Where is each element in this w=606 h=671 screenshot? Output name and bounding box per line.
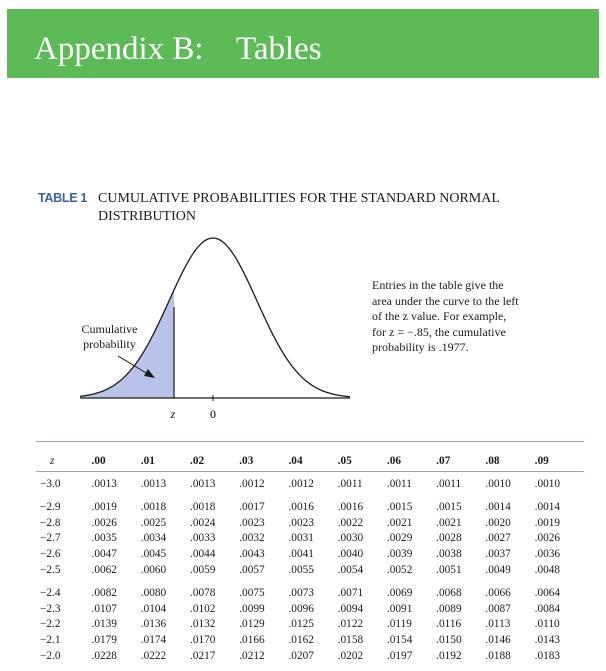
probability-cell: .0197 — [386, 649, 413, 662]
table-row — [36, 516, 584, 532]
header-col-03: .03 — [239, 455, 254, 467]
probability-cell: .0075 — [239, 586, 265, 599]
probability-cell: .0132 — [190, 618, 216, 631]
probability-cell: .0019 — [534, 516, 561, 529]
probability-cell: .0139 — [91, 618, 117, 631]
probability-cell: .0017 — [239, 500, 265, 513]
probability-cell: .0089 — [436, 602, 462, 615]
header-col-00: .00 — [91, 455, 106, 467]
header-col-08: .08 — [485, 455, 500, 467]
table-label: TABLE 1 — [38, 191, 88, 205]
probability-cell: .0045 — [140, 548, 167, 561]
probability-cell: .0057 — [239, 563, 265, 576]
probability-cell: .0018 — [190, 500, 216, 513]
probability-cell: .0013 — [190, 478, 216, 490]
probability-cell: .0064 — [534, 586, 561, 599]
probability-cell: .0060 — [140, 563, 167, 576]
table-top-rule — [36, 441, 584, 442]
probability-cell: .0084 — [534, 602, 561, 615]
probability-cell: .0188 — [485, 649, 511, 662]
probability-cell: .0010 — [534, 478, 561, 490]
probability-cell: .0023 — [288, 516, 314, 529]
probability-cell: .0037 — [485, 548, 511, 561]
normal-probability-table — [36, 452, 584, 665]
probability-cell: .0107 — [91, 602, 117, 615]
probability-cell: .0136 — [140, 618, 167, 631]
probability-cell: .0217 — [190, 649, 216, 662]
z-value-cell: −2.1 — [40, 634, 61, 647]
table-row — [36, 470, 584, 493]
probability-cell: .0040 — [337, 548, 364, 561]
probability-cell: .0174 — [140, 634, 167, 647]
z-value-cell: −3.0 — [40, 478, 61, 490]
probability-cell: .0033 — [190, 532, 216, 545]
probability-cell: .0043 — [239, 548, 265, 561]
probability-cell: .0036 — [534, 548, 561, 561]
probability-cell: .0102 — [190, 602, 216, 615]
probability-cell: .0162 — [288, 634, 314, 647]
probability-cell: .0044 — [190, 548, 216, 561]
probability-cell: .0025 — [140, 516, 167, 529]
table-note: Entries in the table give the area under the curve to the left of the z value. For example, for z = −.85, the cumulative probability is .1977. — [372, 278, 519, 354]
probability-cell: .0032 — [239, 532, 265, 545]
probability-cell: .0150 — [436, 634, 462, 647]
probability-cell: .0062 — [91, 563, 117, 576]
header-z: z — [50, 455, 55, 467]
probability-cell: .0179 — [91, 634, 117, 647]
probability-cell: .0010 — [485, 478, 511, 490]
probability-cell: .0183 — [534, 649, 561, 662]
probability-cell: .0087 — [485, 602, 511, 615]
table-row — [36, 617, 584, 633]
probability-cell: .0096 — [288, 602, 314, 615]
probability-cell: .0207 — [288, 649, 314, 662]
probability-cell: .0027 — [485, 532, 511, 545]
probability-cell: .0022 — [337, 516, 364, 529]
probability-cell: .0154 — [386, 634, 413, 647]
probability-cell: .0068 — [436, 586, 462, 599]
probability-cell: .0129 — [239, 618, 265, 631]
table-header-row — [36, 452, 584, 470]
header-col-06: .06 — [386, 455, 402, 467]
probability-cell: .0016 — [288, 500, 314, 513]
probability-cell: .0039 — [386, 548, 413, 561]
probability-cell: .0051 — [436, 563, 462, 576]
probability-cell: .0158 — [337, 634, 364, 647]
probability-cell: .0119 — [386, 618, 412, 631]
table-row — [36, 633, 584, 649]
table-caption: CUMULATIVE PROBABILITIES FOR THE STANDARD NORMAL DISTRIBUTION — [98, 191, 500, 224]
z-value-cell: −2.8 — [40, 516, 61, 529]
z-value-cell: −2.9 — [40, 500, 61, 513]
probability-cell: .0222 — [140, 649, 167, 662]
table-row — [36, 563, 584, 579]
probability-cell: .0192 — [436, 649, 462, 662]
probability-cell: .0016 — [337, 500, 364, 513]
probability-cell: .0078 — [190, 586, 216, 599]
probability-cell: .0015 — [436, 500, 462, 513]
probability-cell: .0028 — [436, 532, 462, 545]
header-col-02: .02 — [190, 455, 205, 467]
table-row — [36, 531, 584, 547]
probability-cell: .0011 — [386, 478, 412, 490]
probability-cell: .0071 — [337, 586, 364, 599]
probability-cell: .0011 — [436, 478, 462, 490]
probability-cell: .0059 — [190, 563, 216, 576]
probability-cell: .0012 — [239, 478, 265, 490]
table-row — [36, 579, 584, 602]
probability-cell: .0048 — [534, 563, 561, 576]
probability-cell: .0110 — [534, 618, 560, 631]
probability-cell: .0113 — [485, 618, 511, 631]
probability-cell: .0052 — [386, 563, 413, 576]
header-col-04: .04 — [288, 455, 303, 467]
z-value-cell: −2.7 — [40, 532, 61, 545]
probability-cell: .0066 — [485, 586, 511, 599]
probability-cell: .0146 — [485, 634, 511, 647]
probability-cell: .0030 — [337, 532, 364, 545]
table-row — [36, 602, 584, 618]
appendix-title: Appendix B: Tables — [34, 31, 322, 67]
probability-cell: .0099 — [239, 602, 265, 615]
probability-cell: .0094 — [337, 602, 364, 615]
probability-cell: .0014 — [485, 500, 511, 513]
probability-cell: .0082 — [91, 586, 117, 599]
probability-cell: .0038 — [436, 548, 462, 561]
probability-cell: .0021 — [386, 516, 413, 529]
probability-cell: .0013 — [91, 478, 117, 490]
header-col-09: .09 — [534, 455, 549, 467]
header-col-07: .07 — [436, 455, 451, 467]
z-value-cell: −2.4 — [40, 586, 61, 599]
probability-cell: .0055 — [288, 563, 314, 576]
probability-cell: .0024 — [190, 516, 216, 529]
probability-cell: .0073 — [288, 586, 314, 599]
probability-cell: .0029 — [386, 532, 413, 545]
probability-cell: .0170 — [190, 634, 216, 647]
probability-cell: .0228 — [91, 649, 117, 662]
probability-cell: .0023 — [239, 516, 265, 529]
probability-cell: .0019 — [91, 500, 117, 513]
probability-cell: .0018 — [140, 500, 167, 513]
probability-cell: .0013 — [140, 478, 167, 490]
header-col-01: .01 — [140, 455, 155, 467]
probability-cell: .0047 — [91, 548, 117, 561]
normal-curve — [80, 238, 350, 397]
table-row — [36, 649, 584, 665]
probability-cell: .0054 — [337, 563, 364, 576]
probability-cell: .0069 — [386, 586, 413, 599]
axis-zero-label: 0 — [210, 407, 216, 421]
z-value-cell: −2.6 — [40, 548, 61, 561]
probability-cell: .0026 — [91, 516, 117, 529]
z-value-cell: −2.0 — [40, 649, 61, 662]
table-row — [36, 547, 584, 563]
probability-cell: .0143 — [534, 634, 561, 647]
probability-cell: .0021 — [436, 516, 462, 529]
probability-cell: .0015 — [386, 500, 413, 513]
probability-cell: .0116 — [436, 618, 462, 631]
probability-cell: .0091 — [386, 602, 413, 615]
probability-cell: .0212 — [239, 649, 265, 662]
probability-cell: .0041 — [288, 548, 314, 561]
probability-cell: .0034 — [140, 532, 167, 545]
probability-cell: .0035 — [91, 532, 117, 545]
probability-cell: .0104 — [140, 602, 167, 615]
probability-cell: .0166 — [239, 634, 265, 647]
probability-cell: .0049 — [485, 563, 511, 576]
probability-cell: .0202 — [337, 649, 364, 662]
probability-cell: .0011 — [337, 478, 363, 490]
probability-cell: .0031 — [288, 532, 314, 545]
axis-z-label: z — [170, 407, 176, 421]
cumulative-probability-label: Cumulative probability — [81, 322, 138, 351]
probability-cell: .0122 — [337, 618, 364, 631]
z-value-cell: −2.3 — [40, 602, 61, 615]
probability-cell: .0125 — [288, 618, 314, 631]
header-col-05: .05 — [337, 455, 352, 467]
z-value-cell: −2.2 — [40, 618, 61, 631]
z-value-cell: −2.5 — [40, 563, 61, 576]
table-row — [36, 493, 584, 516]
probability-cell: .0080 — [140, 586, 167, 599]
probability-cell: .0012 — [288, 478, 314, 490]
probability-cell: .0014 — [534, 500, 561, 513]
probability-cell: .0020 — [485, 516, 511, 529]
probability-cell: .0026 — [534, 532, 561, 545]
